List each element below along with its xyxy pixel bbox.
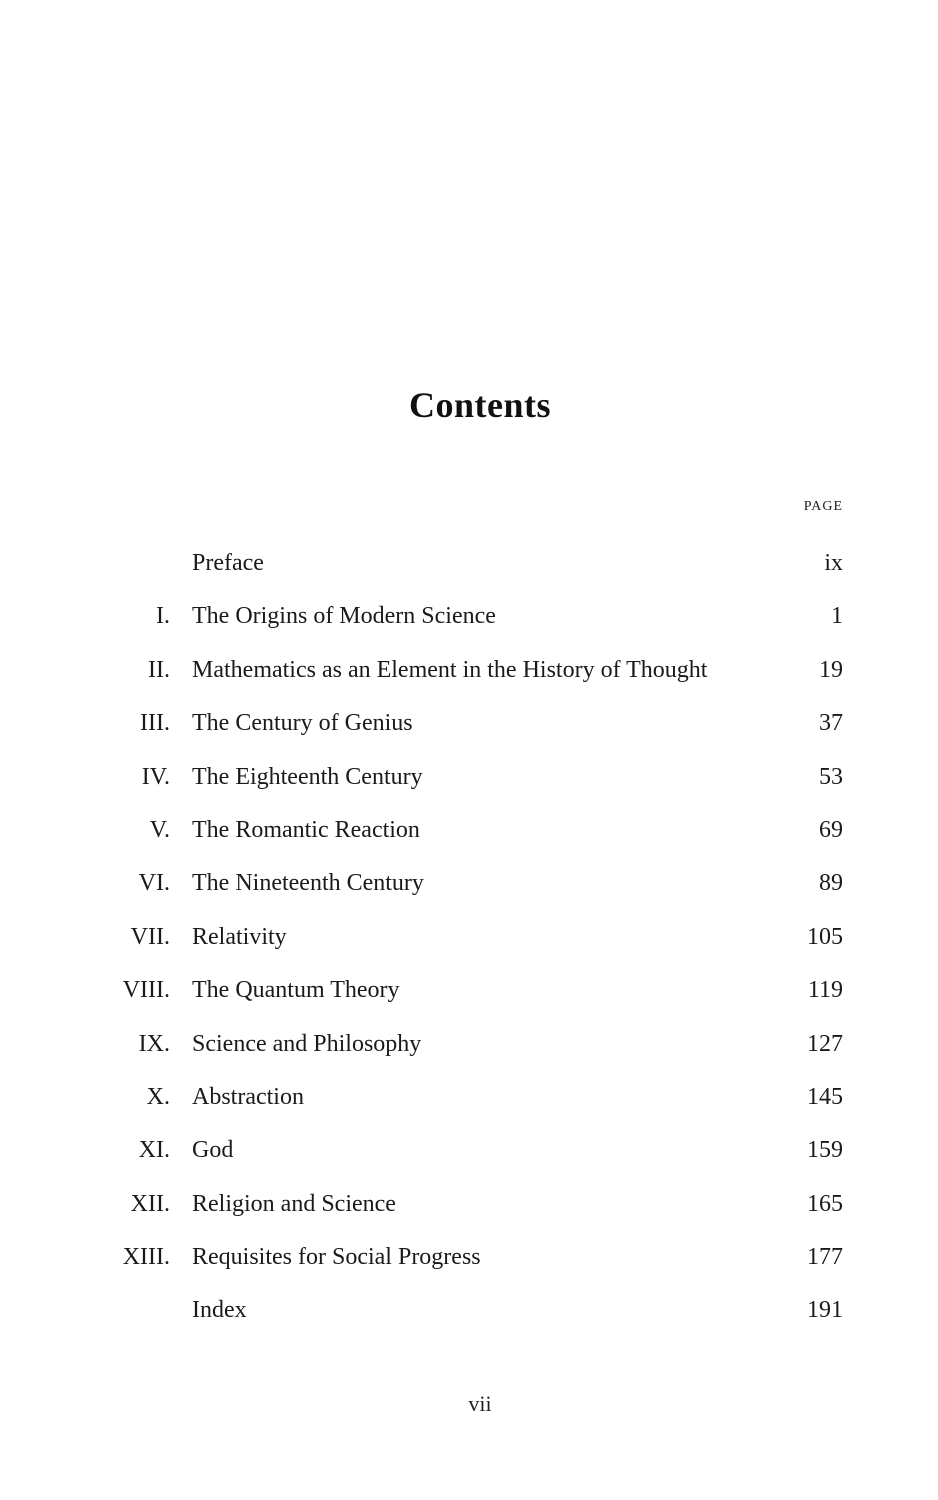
- toc-entry-title: The Quantum Theory: [192, 977, 400, 1004]
- toc-entry-number: XI.: [138, 1137, 170, 1164]
- toc-entry-chapter-1[interactable]: [0, 596, 938, 649]
- toc-entry-title: God: [192, 1137, 234, 1164]
- toc-entry-title: Requisites for Social Progress: [192, 1244, 481, 1271]
- toc-entry-page: 1: [831, 603, 843, 630]
- toc-entry-number: X.: [146, 1083, 170, 1110]
- toc-entry-index[interactable]: [0, 1290, 938, 1343]
- toc-entry-page: 53: [819, 763, 843, 790]
- page-column-label: PAGE: [803, 499, 843, 514]
- toc-entry-chapter-7[interactable]: [0, 917, 938, 970]
- toc-entry-number: I.: [156, 603, 170, 630]
- toc-entry-page: 191: [807, 1297, 843, 1324]
- toc-entry-title: Religion and Science: [192, 1190, 396, 1217]
- toc-entry-number: XIII.: [122, 1244, 170, 1271]
- toc-entry-chapter-2[interactable]: [0, 650, 938, 703]
- toc-entry-number: XII.: [130, 1190, 170, 1217]
- toc-entry-chapter-12[interactable]: [0, 1184, 938, 1237]
- toc-entry-page: 89: [819, 870, 843, 897]
- toc-entry-page: 37: [819, 710, 843, 737]
- toc-entry-number: VII.: [130, 923, 170, 950]
- toc-entry-page: ix: [824, 550, 843, 576]
- toc-entry-title: The Eighteenth Century: [192, 763, 423, 790]
- toc-entry-page: 119: [807, 977, 843, 1004]
- toc-entry-chapter-4[interactable]: [0, 757, 938, 810]
- toc-entry-page: 69: [819, 816, 843, 843]
- toc-entry-chapter-10[interactable]: [0, 1077, 938, 1130]
- toc-entry-number: VIII.: [122, 977, 170, 1004]
- toc-entry-chapter-13[interactable]: [0, 1237, 938, 1290]
- toc-entry-number: IX.: [138, 1030, 170, 1057]
- toc-entry-title: The Origins of Modern Science: [192, 603, 496, 630]
- toc-entry-number: V.: [149, 816, 170, 843]
- toc-entry-page: 127: [807, 1030, 843, 1057]
- toc-entry-title: Index: [192, 1297, 247, 1324]
- toc-entry-title: The Romantic Reaction: [192, 816, 420, 843]
- table-of-contents: [0, 543, 938, 1344]
- toc-entry-title: Relativity: [192, 923, 287, 950]
- toc-entry-chapter-5[interactable]: [0, 810, 938, 863]
- toc-entry-chapter-3[interactable]: [0, 703, 938, 756]
- toc-entry-title: Preface: [192, 550, 264, 576]
- toc-entry-title: The Century of Genius: [192, 710, 413, 737]
- toc-entry-number: IV.: [141, 763, 170, 790]
- toc-entry-chapter-6[interactable]: [0, 863, 938, 916]
- toc-entry-page: 165: [807, 1190, 843, 1217]
- toc-entry-page: 159: [807, 1137, 843, 1164]
- toc-entry-title: Abstraction: [192, 1083, 304, 1110]
- toc-entry-page: 19: [819, 656, 843, 683]
- toc-entry-number: III.: [140, 710, 170, 737]
- toc-entry-page: 105: [807, 923, 843, 950]
- page-title: Contents: [408, 385, 551, 425]
- toc-entry-number: II.: [148, 656, 170, 683]
- page-number: vii: [468, 1391, 492, 1416]
- toc-entry-page: 145: [807, 1083, 843, 1110]
- toc-entry-chapter-8[interactable]: [0, 970, 938, 1023]
- toc-entry-title: Science and Philosophy: [192, 1030, 422, 1057]
- toc-entry-preface[interactable]: [0, 543, 938, 596]
- toc-entry-title: Mathematics as an Element in the History of Thought: [192, 656, 708, 683]
- toc-entry-page: 177: [807, 1244, 843, 1271]
- toc-entry-number: VI.: [138, 870, 170, 897]
- toc-entry-chapter-9[interactable]: [0, 1024, 938, 1077]
- toc-entry-title: The Nineteenth Century: [192, 870, 424, 897]
- toc-entry-chapter-11[interactable]: [0, 1130, 938, 1183]
